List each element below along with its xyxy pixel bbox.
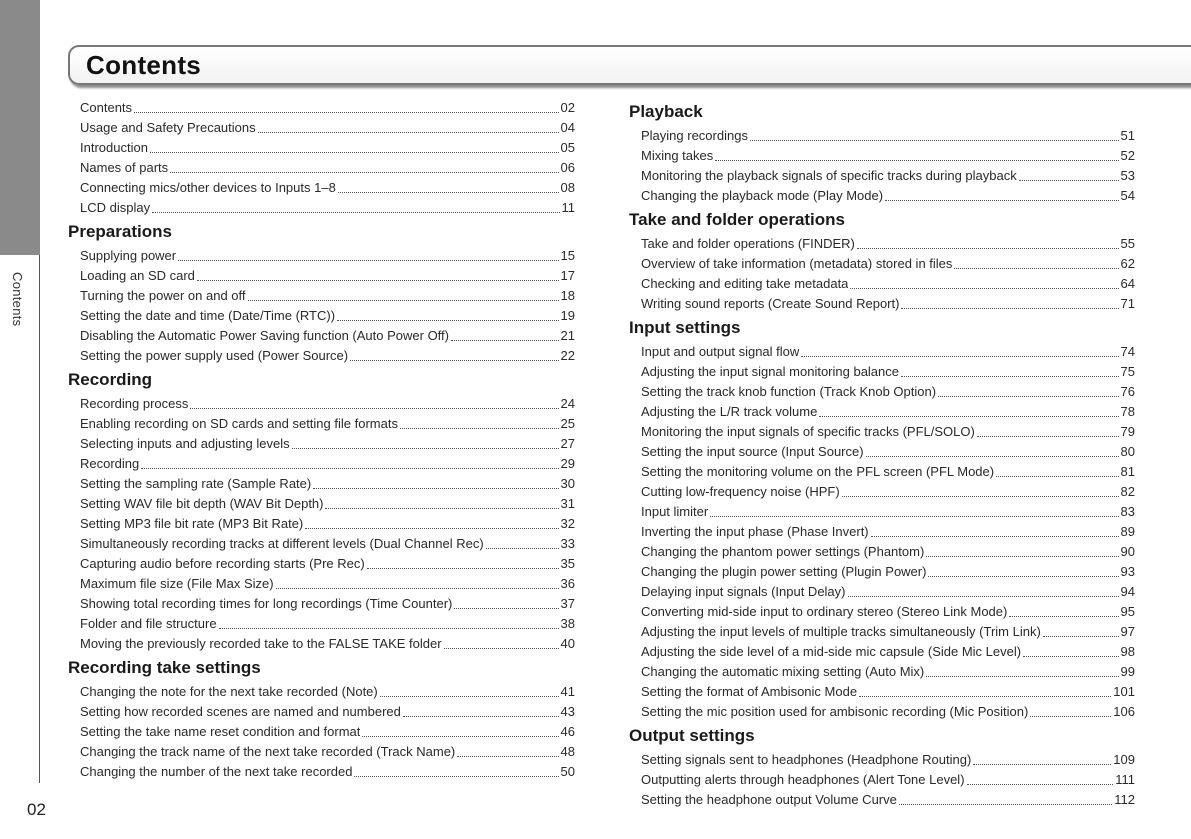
toc-entry[interactable] (68, 394, 575, 414)
toc-entry[interactable] (629, 702, 1135, 722)
toc-entry-page: 18 (560, 288, 575, 303)
toc-entry-title: Setting the monitoring volume on the PFL screen (PFL Mode) (641, 464, 995, 479)
toc-entry[interactable] (629, 622, 1135, 642)
toc-entry[interactable] (629, 750, 1135, 770)
section-title: Take and folder operations (629, 210, 846, 229)
toc-entry-page: 98 (1120, 644, 1135, 659)
toc-entry-page: 46 (560, 724, 575, 739)
dot-leader (350, 360, 558, 361)
toc-entry-page: 94 (1120, 584, 1135, 599)
toc-entry-page: 55 (1120, 236, 1135, 251)
toc-entry[interactable] (629, 342, 1135, 362)
toc-entry-page: 17 (560, 268, 575, 283)
toc-entry[interactable] (629, 682, 1135, 702)
toc-entry-title: Writing sound reports (Create Sound Report) (641, 296, 900, 311)
toc-entry-title: Take and folder operations (FINDER) (641, 236, 855, 251)
toc-entry-title: Moving the previously recorded take to the FALSE TAKE folder (80, 636, 442, 651)
toc-entry[interactable] (629, 442, 1135, 462)
toc-entry-page: 04 (560, 120, 575, 135)
toc-entry[interactable] (68, 246, 575, 266)
toc-entry[interactable] (68, 474, 575, 494)
dot-leader (362, 736, 558, 737)
dot-leader (996, 476, 1118, 477)
dot-leader (219, 628, 559, 629)
toc-entry-page: 21 (560, 328, 575, 343)
toc-entry-page: 54 (1120, 188, 1135, 203)
dot-leader (400, 428, 559, 429)
toc-entry-title: Setting the sampling rate (Sample Rate) (80, 476, 312, 491)
toc-entry-page: 83 (1120, 504, 1135, 519)
page-title: Contents (86, 50, 202, 80)
toc-entry-page: 41 (560, 684, 575, 699)
dot-leader (141, 468, 558, 469)
toc-entry[interactable] (68, 554, 575, 574)
toc-entry[interactable] (68, 702, 575, 722)
toc-entry-page: 97 (1120, 624, 1135, 639)
toc-entry-title: Setting the date and time (Date/Time (RTC)) (80, 308, 336, 323)
toc-entry[interactable] (629, 362, 1135, 382)
section-title: Input settings (629, 318, 741, 337)
toc-entry-page: 106 (1113, 704, 1135, 719)
toc-entry-page: 25 (560, 416, 575, 431)
toc-entry[interactable] (629, 542, 1135, 562)
toc-entry-title: Changing the number of the next take recorded (80, 764, 353, 779)
dot-leader (819, 416, 1118, 417)
toc-entry-page: 50 (560, 764, 575, 779)
toc-entry-title: Delaying input signals (Input Delay) (641, 584, 846, 599)
toc-entry-page: 82 (1120, 484, 1135, 499)
toc-entry[interactable] (68, 266, 575, 286)
toc-entry[interactable] (68, 494, 575, 514)
toc-entry-page: 06 (560, 160, 575, 175)
toc-entry[interactable] (629, 582, 1135, 602)
toc-entry[interactable] (68, 454, 575, 474)
toc-entry[interactable] (629, 382, 1135, 402)
toc-entry-page: 51 (1120, 128, 1135, 143)
toc-entry-title: Capturing audio before recording starts (Pre Rec) (80, 556, 365, 571)
toc-entry-title: Playing recordings (641, 128, 748, 143)
toc-entry-page: 29 (560, 456, 575, 471)
dot-leader (248, 300, 559, 301)
toc-entry[interactable] (68, 414, 575, 434)
toc-entry-title: Cutting low-frequency noise (HPF) (641, 484, 840, 499)
toc-entry-title: Adjusting the side level of a mid-side mic capsule (Side Mic Level) (641, 644, 1022, 659)
dot-leader (866, 456, 1119, 457)
dot-leader (403, 716, 559, 717)
toc-entry-title: Changing the track name of the next take recorded (Track Name) (80, 744, 456, 759)
toc-entry-title: Mixing takes (641, 148, 714, 163)
dot-leader (926, 676, 1118, 677)
toc-entry[interactable] (629, 482, 1135, 502)
toc-entry[interactable] (68, 762, 575, 782)
toc-entry[interactable] (629, 642, 1135, 662)
toc-entry-title: Setting the track knob function (Track Knob Option) (641, 384, 937, 399)
toc-entry[interactable] (629, 126, 1135, 146)
toc-entry[interactable] (68, 118, 575, 138)
dot-leader (190, 408, 558, 409)
toc-entry[interactable] (629, 462, 1135, 482)
toc-entry[interactable] (68, 634, 575, 654)
dot-leader (454, 608, 558, 609)
toc-entry-page: 27 (560, 436, 575, 451)
toc-entry-title: Changing the plugin power setting (Plugin Power) (641, 564, 927, 579)
toc-entry-page: 109 (1113, 752, 1135, 767)
dot-leader (928, 576, 1118, 577)
toc-entry-title: Selecting inputs and adjusting levels (80, 436, 290, 451)
toc-entry-title: Monitoring the playback signals of specific tracks during playback (641, 168, 1017, 183)
toc-entry[interactable] (629, 402, 1135, 422)
toc-entry[interactable] (629, 186, 1135, 206)
toc-entry-page: 33 (560, 536, 575, 551)
toc-entry-page: 19 (560, 308, 575, 323)
toc-entry-page: 81 (1120, 464, 1135, 479)
toc-entry-title: Changing the playback mode (Play Mode) (641, 188, 884, 203)
toc-entry-title: Setting the format of Ambisonic Mode (641, 684, 858, 699)
toc-entry-title: Names of parts (80, 160, 169, 175)
toc-entry-page: 30 (560, 476, 575, 491)
toc-entry[interactable] (68, 326, 575, 346)
toc-entry[interactable] (629, 522, 1135, 542)
toc-section (629, 98, 1135, 206)
dot-leader (305, 528, 558, 529)
dot-leader (486, 548, 559, 549)
toc-entry-page: 111 (1115, 772, 1135, 787)
toc-entry-page: 52 (1120, 148, 1135, 163)
toc-entry[interactable] (68, 286, 575, 306)
dot-leader (938, 396, 1118, 397)
toc-entry[interactable] (629, 770, 1135, 790)
dot-leader (899, 804, 1112, 805)
toc-entry-page: 79 (1120, 424, 1135, 439)
toc-entry-title: Changing the note for the next take recorded (Note) (80, 684, 378, 699)
side-divider (39, 255, 40, 783)
toc-entry[interactable] (68, 434, 575, 454)
toc-entry[interactable] (68, 534, 575, 554)
dot-leader (842, 496, 1119, 497)
page-header (68, 45, 1191, 85)
toc-entry[interactable] (68, 198, 575, 218)
toc-entry-page: 37 (560, 596, 575, 611)
toc-entry-page: 74 (1120, 344, 1135, 359)
toc-entry-page: 89 (1120, 524, 1135, 539)
dot-leader (1009, 616, 1118, 617)
toc-entry-page: 40 (560, 636, 575, 651)
dot-leader (150, 152, 559, 153)
dot-leader (338, 192, 559, 193)
section-title: Preparations (68, 222, 172, 241)
toc-entry-title: Adjusting the input levels of multiple tracks simultaneously (Trim Link) (641, 624, 1041, 639)
dot-leader (954, 268, 1118, 269)
toc-entry-title: Setting the input source (Input Source) (641, 444, 864, 459)
toc-entry-title: Monitoring the input signals of specific tracks (PFL/SOLO) (641, 424, 975, 439)
toc-entry-title: Disabling the Automatic Power Saving function (Auto Power Off) (80, 328, 450, 343)
dot-leader (967, 784, 1114, 785)
toc-section (68, 98, 575, 218)
toc-entry-page: 22 (560, 348, 575, 363)
dot-leader (926, 556, 1118, 557)
toc-entry-title: Setting signals sent to headphones (Headphone Routing) (641, 752, 972, 767)
toc-entry-title: Connecting mics/other devices to Inputs 1–8 (80, 180, 336, 195)
toc-entry[interactable] (68, 514, 575, 534)
section-title: Recording take settings (68, 658, 261, 677)
toc-entry-page: 31 (560, 496, 575, 511)
dot-leader (848, 596, 1119, 597)
toc-section (629, 722, 1135, 810)
dot-leader (451, 340, 559, 341)
dot-leader (313, 488, 558, 489)
toc-entry[interactable] (629, 790, 1135, 810)
side-tab-label (10, 272, 32, 342)
toc-entry-title: Usage and Safety Precautions (80, 120, 256, 135)
toc-entry-page: 36 (560, 576, 575, 591)
toc-entry-title: Supplying power (80, 248, 177, 263)
dot-leader (885, 200, 1118, 201)
toc-entry-page: 24 (560, 396, 575, 411)
toc-entry[interactable] (629, 294, 1135, 314)
section-title: Recording (68, 370, 153, 389)
dot-leader (197, 280, 559, 281)
toc-entry-title: Adjusting the input signal monitoring balance (641, 364, 900, 379)
toc-entry-title: LCD display (80, 200, 151, 215)
toc-entry[interactable] (68, 138, 575, 158)
dot-leader (973, 764, 1111, 765)
toc-entry[interactable] (68, 158, 575, 178)
toc-entry-page: 35 (560, 556, 575, 571)
toc-entry-title: Recording process (80, 396, 189, 411)
toc-entry[interactable] (68, 682, 575, 702)
toc-entry-title: Input limiter (641, 504, 709, 519)
dot-leader (871, 536, 1119, 537)
dot-leader (444, 648, 559, 649)
side-tab-text: Contents (10, 272, 25, 327)
toc-entry-title: Showing total recording times for long recordings (Time Counter) (80, 596, 453, 611)
toc-entry[interactable] (629, 146, 1135, 166)
toc-entry-title: Input and output signal flow (641, 344, 800, 359)
toc-entry-title: Setting the power supply used (Power Source) (80, 348, 349, 363)
dot-leader (152, 212, 559, 213)
toc-entry-title: Outputting alerts through headphones (Alert Tone Level) (641, 772, 965, 787)
dot-leader (170, 172, 558, 173)
toc-entry-title: Maximum file size (File Max Size) (80, 576, 274, 591)
toc-entry-page: 15 (560, 248, 575, 263)
toc-entry-title: Contents (80, 100, 133, 115)
toc-entry-title: Setting MP3 file bit rate (MP3 Bit Rate) (80, 516, 304, 531)
toc-entry-page: 78 (1120, 404, 1135, 419)
toc-section (68, 218, 575, 366)
dot-leader (258, 132, 559, 133)
dot-leader (1030, 716, 1111, 717)
toc-entry-title: Introduction (80, 140, 148, 155)
toc-entry-title: Simultaneously recording tracks at different levels (Dual Channel Rec) (80, 536, 484, 551)
toc-entry-page: 90 (1120, 544, 1135, 559)
toc-entry[interactable] (629, 274, 1135, 294)
dot-leader (292, 448, 559, 449)
toc-entry-title: Overview of take information (metadata) stored in files (641, 256, 953, 271)
toc-section (629, 314, 1135, 722)
toc-entry[interactable] (629, 166, 1135, 186)
toc-entry[interactable] (68, 574, 575, 594)
dot-leader (1019, 180, 1119, 181)
toc-section (68, 366, 575, 654)
toc-entry[interactable] (629, 502, 1135, 522)
toc-entry-page: 80 (1120, 444, 1135, 459)
toc-entry-page: 101 (1113, 684, 1135, 699)
page-number: 02 (27, 800, 46, 819)
dot-leader (801, 356, 1118, 357)
toc-entry-page: 02 (560, 100, 575, 115)
toc-entry[interactable] (629, 254, 1135, 274)
toc-entry-title: Setting WAV file bit depth (WAV Bit Depth) (80, 496, 324, 511)
dot-leader (857, 248, 1119, 249)
toc-entry-page: 32 (560, 516, 575, 531)
toc-entry-title: Setting how recorded scenes are named and numbered (80, 704, 401, 719)
dot-leader (367, 568, 559, 569)
section-title: Output settings (629, 726, 755, 745)
toc-entry-title: Changing the automatic mixing setting (Auto Mix) (641, 664, 925, 679)
dot-leader (859, 696, 1111, 697)
toc-entry-page: 64 (1120, 276, 1135, 291)
toc-section (629, 206, 1135, 314)
toc-entry-page: 112 (1114, 792, 1135, 807)
dot-leader (850, 288, 1118, 289)
toc-entry-page: 38 (560, 616, 575, 631)
toc-entry-title: Folder and file structure (80, 616, 217, 631)
dot-leader (178, 260, 558, 261)
toc-left-column (68, 98, 575, 782)
toc-entry[interactable] (68, 306, 575, 326)
toc-entry-title: Setting the headphone output Volume Curve (641, 792, 897, 807)
toc-entry[interactable] (629, 234, 1135, 254)
dot-leader (337, 320, 558, 321)
toc-entry-page: 08 (560, 180, 575, 195)
toc-entry-page: 53 (1120, 168, 1135, 183)
dot-leader (1043, 636, 1119, 637)
toc-entry-page: 75 (1120, 364, 1135, 379)
toc-entry-page: 43 (560, 704, 575, 719)
dot-leader (977, 436, 1119, 437)
toc-entry-title: Loading an SD card (80, 268, 195, 283)
toc-entry-title: Turning the power on and off (80, 288, 246, 303)
dot-leader (325, 508, 558, 509)
toc-entry-page: 62 (1120, 256, 1135, 271)
toc-entry[interactable] (68, 346, 575, 366)
dot-leader (457, 756, 558, 757)
toc-entry-page: 48 (560, 744, 575, 759)
dot-leader (750, 140, 1119, 141)
toc-entry-title: Changing the phantom power settings (Phantom) (641, 544, 925, 559)
toc-entry[interactable] (629, 562, 1135, 582)
toc-entry-page: 95 (1120, 604, 1135, 619)
dot-leader (276, 588, 559, 589)
toc-entry-page: 71 (1120, 296, 1135, 311)
dot-leader (134, 112, 558, 113)
toc-entry[interactable] (68, 722, 575, 742)
toc-entry-title: Recording (80, 456, 140, 471)
toc-right-column (629, 98, 1135, 810)
toc-entry-title: Adjusting the L/R track volume (641, 404, 818, 419)
dot-leader (710, 516, 1118, 517)
toc-entry-page: 11 (561, 200, 575, 215)
toc-entry-page: 05 (560, 140, 575, 155)
toc-entry-title: Enabling recording on SD cards and setting file formats (80, 416, 398, 431)
toc-entry[interactable] (629, 662, 1135, 682)
toc-entry[interactable] (629, 422, 1135, 442)
toc-entry-title: Setting the mic position used for ambisonic recording (Mic Position) (641, 704, 1029, 719)
toc-entry-page: 76 (1120, 384, 1135, 399)
toc-entry-title: Converting mid-side input to ordinary stereo (Stereo Link Mode) (641, 604, 1008, 619)
toc-entry-title: Setting the take name reset condition and format (80, 724, 361, 739)
section-title: Playback (629, 102, 703, 121)
dot-leader (901, 376, 1119, 377)
toc-entry[interactable] (68, 98, 575, 118)
toc-entry[interactable] (629, 602, 1135, 622)
dot-leader (380, 696, 559, 697)
toc-entry-page: 99 (1120, 664, 1135, 679)
side-tab-marker (0, 0, 40, 255)
dot-leader (901, 308, 1118, 309)
toc-entry-page: 93 (1120, 564, 1135, 579)
toc-entry[interactable] (68, 594, 575, 614)
toc-entry-title: Checking and editing take metadata (641, 276, 849, 291)
dot-leader (715, 160, 1118, 161)
toc-entry[interactable] (68, 614, 575, 634)
toc-entry[interactable] (68, 178, 575, 198)
toc-entry[interactable] (68, 742, 575, 762)
toc-section (68, 654, 575, 782)
toc-entry-title: Inverting the input phase (Phase Invert) (641, 524, 869, 539)
dot-leader (1023, 656, 1118, 657)
dot-leader (354, 776, 558, 777)
